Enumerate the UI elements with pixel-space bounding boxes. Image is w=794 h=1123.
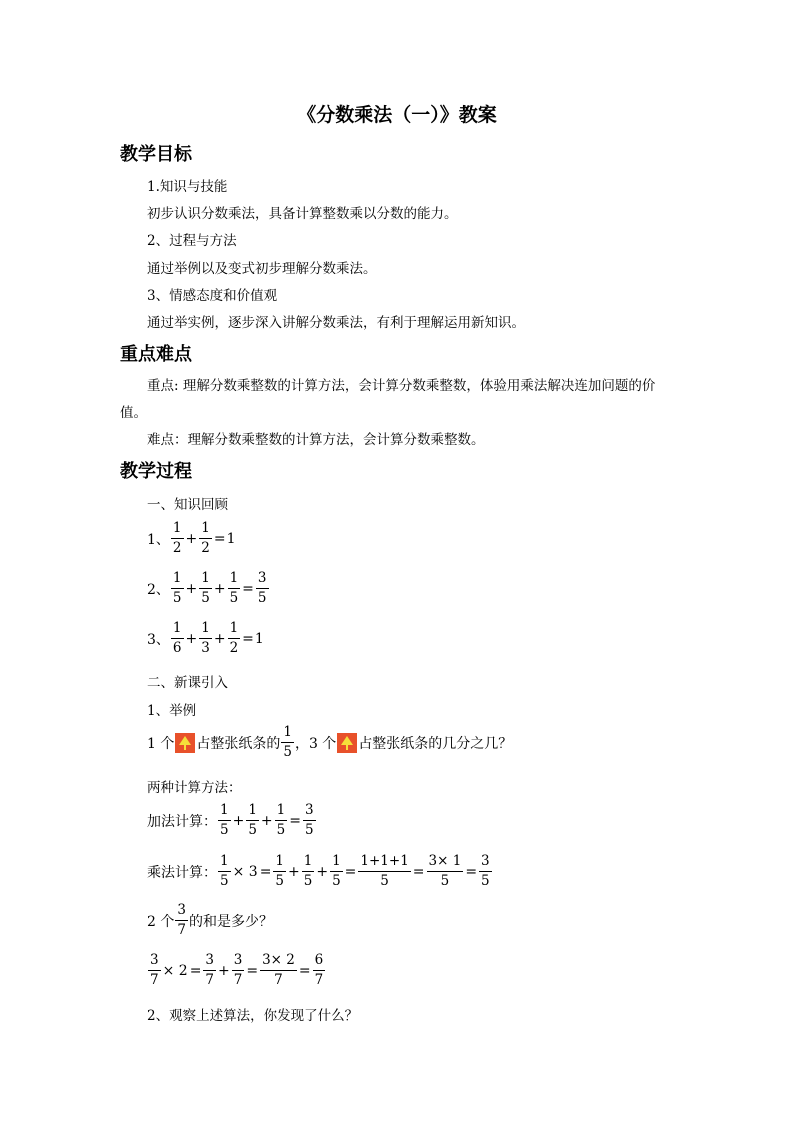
denominator: 5: [283, 743, 292, 760]
denominator: 7: [205, 971, 215, 988]
label: 乘法计算：: [147, 864, 217, 881]
review-heading: 一、知识回顾: [147, 497, 228, 513]
denominator: 5: [275, 872, 285, 889]
fraction: [246, 804, 259, 837]
multiplication-calc: [147, 855, 493, 888]
numerator: 1: [302, 855, 315, 872]
equals-sign: =: [344, 863, 357, 880]
denominator: 5: [380, 872, 389, 889]
numerator: 1: [228, 572, 241, 589]
plus-sign: +: [232, 812, 245, 829]
heading-key: 重点难点: [120, 344, 192, 365]
fraction: [171, 622, 184, 655]
numerator: 1: [218, 804, 231, 821]
plus-sign: +: [185, 580, 198, 597]
fraction: [273, 855, 286, 888]
times-two: × 2: [162, 962, 188, 979]
fraction: [330, 855, 343, 888]
fraction: [427, 855, 464, 888]
plus-sign: +: [218, 962, 230, 979]
numerator: 3× 2: [260, 954, 297, 971]
fraction: [479, 855, 492, 888]
numerator: 3: [175, 904, 188, 921]
review-eq-1: [147, 522, 236, 555]
fraction: [228, 622, 241, 655]
fraction: [313, 954, 326, 987]
numerator: 1: [171, 572, 184, 589]
fraction: [218, 804, 231, 837]
numerator: 1: [273, 855, 286, 872]
equals-sign: =: [189, 962, 202, 979]
equals-sign: =: [465, 863, 478, 880]
fraction: [203, 954, 216, 987]
denominator: 5: [332, 872, 341, 889]
times-three: × 3: [232, 863, 258, 880]
denominator: 5: [220, 872, 229, 889]
new-intro-heading: 二、新课引入: [147, 675, 228, 691]
numerator: 3× 1: [427, 855, 464, 872]
equals-sign: =: [259, 863, 272, 880]
item-index: 1、: [147, 531, 170, 548]
denominator: 5: [481, 872, 490, 889]
equals-sign: =: [289, 812, 301, 829]
observe-question: 2、观察上述算法，你发现了什么？: [147, 1008, 359, 1024]
denominator: 5: [172, 589, 182, 606]
equals-sign: =: [242, 580, 254, 597]
denominator: 6: [172, 639, 182, 656]
denominator: 7: [314, 971, 324, 988]
numerator: 3: [148, 954, 161, 971]
text: 2 个: [147, 913, 175, 930]
example-question: [147, 726, 512, 759]
result: 1: [226, 530, 236, 547]
fraction: [218, 855, 231, 888]
review-eq-3: [147, 622, 264, 655]
tree-icon: [175, 733, 195, 753]
numerator: 3: [256, 572, 269, 589]
denominator: 5: [276, 821, 286, 838]
plus-sign: +: [185, 530, 198, 547]
fraction: [256, 572, 269, 605]
denominator: 5: [201, 589, 210, 606]
plus-sign: +: [316, 863, 329, 880]
equals-sign: =: [213, 530, 226, 547]
fraction: [275, 804, 288, 837]
text: 占整张纸条的: [196, 735, 281, 752]
numerator: 1: [218, 855, 231, 872]
key-point-line2: 值。: [120, 405, 147, 421]
numerator: 3: [203, 954, 216, 971]
numerator: 1: [171, 522, 184, 539]
item-index: 3、: [147, 631, 170, 648]
denominator: 5: [304, 821, 314, 838]
numerator: 6: [313, 954, 326, 971]
numerator: 1: [281, 726, 294, 743]
denominator: 5: [303, 872, 313, 889]
numerator: 1: [171, 622, 184, 639]
numerator: 1: [330, 855, 343, 872]
fraction: [232, 954, 245, 987]
fraction: [302, 855, 315, 888]
numerator: 1: [246, 804, 259, 821]
denominator: 5: [229, 589, 239, 606]
fraction: [199, 522, 212, 555]
review-eq-2: [147, 572, 270, 605]
text: 的和是多少？: [188, 913, 273, 930]
plus-sign: +: [213, 630, 226, 647]
denominator: 5: [220, 821, 229, 838]
fraction: [171, 522, 184, 555]
example-heading: 1、举例: [147, 703, 197, 719]
fraction: [228, 572, 241, 605]
denominator: 5: [248, 821, 257, 838]
goal-line: 通过举实例，逐步深入讲解分数乘法，有利于理解运用新知识。: [147, 315, 525, 331]
numerator: 3: [232, 954, 245, 971]
denominator: 7: [150, 971, 159, 988]
fraction: [358, 855, 410, 888]
denominator: 2: [172, 539, 182, 556]
plus-sign: +: [288, 863, 300, 880]
equals-sign: =: [242, 630, 254, 647]
difficult-point: 难点：理解分数乘整数的计算方法，会计算分数乘整数。: [147, 432, 485, 448]
sum-answer: [147, 954, 326, 987]
denominator: 2: [201, 539, 210, 556]
plus-sign: +: [213, 580, 226, 597]
sum-question: [147, 904, 273, 937]
fraction: [148, 954, 161, 987]
numerator: 3: [303, 804, 316, 821]
denominator: 2: [229, 639, 239, 656]
page-title: 《分数乘法（一）》教案: [297, 104, 497, 126]
fraction: [281, 726, 294, 759]
numerator: 1+1+1: [358, 855, 410, 872]
goal-line: 初步认识分数乘法，具备计算整数乘以分数的能力。: [147, 206, 458, 222]
fraction: [260, 954, 297, 987]
fraction: [175, 904, 188, 937]
item-index: 2、: [147, 581, 170, 598]
equals-sign: =: [412, 863, 425, 880]
text: ，3 个: [294, 735, 337, 752]
numerator: 1: [228, 622, 241, 639]
result: 1: [254, 630, 264, 647]
key-point-line1: 重点: 理解分数乘整数的计算方法，会计算分数乘整数，体验用乘法解决连加问题的价: [147, 378, 656, 394]
denominator: 5: [257, 589, 267, 606]
denominator: 7: [233, 971, 243, 988]
numerator: 1: [199, 622, 212, 639]
label: 加法计算：: [147, 813, 217, 830]
equals-sign: =: [246, 962, 259, 979]
denominator: 5: [440, 872, 450, 889]
heading-goals: 教学目标: [120, 144, 192, 165]
numerator: 1: [199, 522, 212, 539]
numerator: 3: [479, 855, 492, 872]
plus-sign: +: [260, 812, 273, 829]
equals-sign: =: [298, 962, 311, 979]
denominator: 3: [201, 639, 210, 656]
plus-sign: +: [185, 630, 198, 647]
denominator: 7: [274, 971, 283, 988]
denominator: 7: [177, 921, 186, 938]
heading-process: 教学过程: [120, 461, 192, 482]
goal-line: 2、过程与方法: [147, 233, 237, 249]
text: 占整张纸条的几分之几？: [358, 735, 513, 752]
fraction: [199, 572, 212, 605]
fraction: [199, 622, 212, 655]
two-methods: 两种计算方法：: [147, 780, 242, 796]
text: 1 个: [147, 735, 175, 752]
goal-line: 通过举例以及变式初步理解分数乘法。: [147, 261, 377, 277]
addition-calc: [147, 804, 317, 837]
numerator: 1: [275, 804, 288, 821]
numerator: 1: [199, 572, 212, 589]
goal-line: 3、情感态度和价值观: [147, 288, 278, 304]
fraction: [303, 804, 316, 837]
goal-line: 1.知识与技能: [147, 179, 228, 195]
tree-icon: [337, 733, 357, 753]
fraction: [171, 572, 184, 605]
